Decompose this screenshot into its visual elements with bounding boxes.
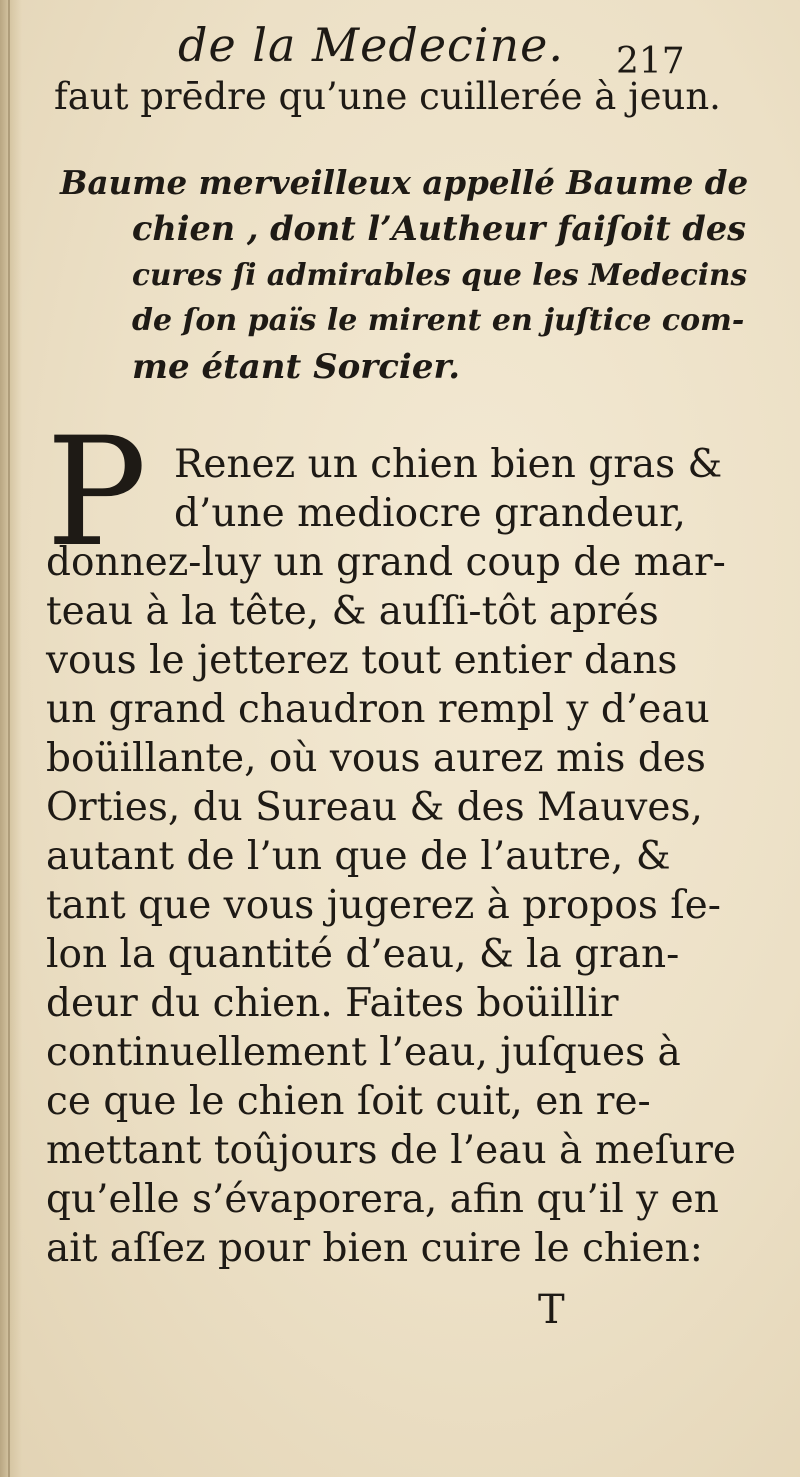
heading-line: chien , dont l’Autheur faiſoit des	[132, 209, 747, 248]
binding-edge	[8, 0, 10, 1477]
body-line: ce que le chien ſoit cuit, en re-	[46, 1079, 651, 1124]
heading-line: cures ſi admirables que les Medecins	[132, 257, 748, 292]
body-line: deur du chien. Faites boüillir	[46, 981, 619, 1026]
running-head: de la Medecine.	[178, 18, 564, 72]
body-line: tant que vous jugerez à propos ſe-	[46, 883, 721, 928]
body-line: ait aſſez pour bien cuire le chien:	[46, 1226, 703, 1271]
drop-cap: P	[46, 406, 147, 580]
body-line: autant de l’un que de l’autre, &	[46, 834, 671, 879]
body-line: boüillante, où vous aurez mis des	[46, 736, 706, 781]
continuation-line: faut prēdre qu’une cuillerée à jeun.	[54, 75, 721, 118]
catchword: T	[538, 1287, 565, 1333]
body-line: d’une mediocre grandeur,	[174, 491, 686, 536]
body-line: teau à la tête, & auſſi-tôt aprés	[46, 589, 659, 634]
heading-line: me étant Sorcier.	[132, 347, 461, 387]
body-line: qu’elle s’évaporera, afin qu’il y en	[46, 1177, 719, 1222]
recipe-body	[46, 440, 736, 1273]
heading-line: Baume merveilleux appellé Baume de	[60, 163, 749, 202]
body-line: mettant toûjours de l’eau à meſure	[46, 1128, 737, 1173]
page-gutter-shadow	[0, 0, 22, 1477]
body-line: donnez-luy un grand coup de mar-	[46, 540, 726, 585]
body-line: lon la quantité d’eau, & la gran-	[46, 932, 680, 977]
page-number: 217	[616, 41, 685, 82]
body-line: Renez un chien bien gras &	[174, 442, 723, 487]
recipe-heading	[60, 160, 750, 390]
body-line: vous le jetterez tout entier dans	[46, 638, 678, 683]
body-line: un grand chaudron rempl y d’eau	[46, 687, 710, 732]
body-line: Orties, du Sureau & des Mauves,	[46, 785, 703, 830]
body-line: continuellement l’eau, juſques à	[46, 1030, 681, 1075]
heading-line: de ſon païs le mirent en juſtice com-	[132, 303, 745, 338]
